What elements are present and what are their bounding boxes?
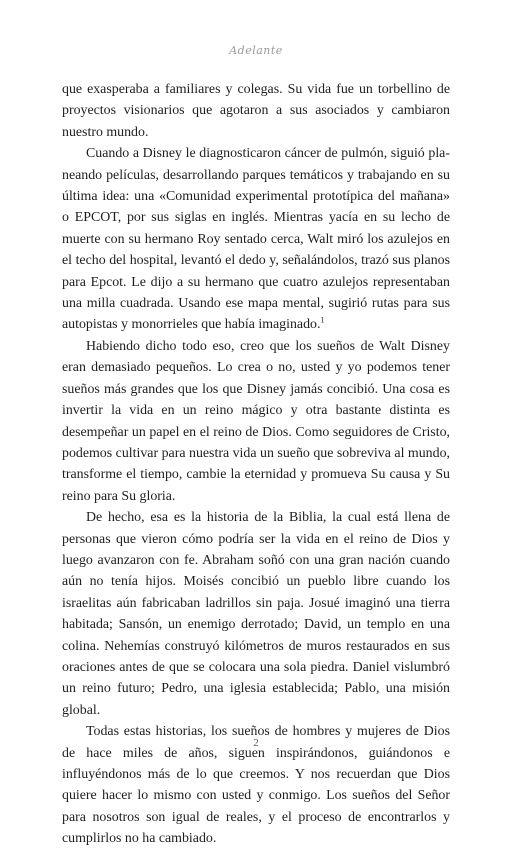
running-head: Adelante bbox=[229, 44, 283, 57]
paragraph: que exasperaba a familiares y colegas. Su vida fue un torbellino de proyectos visionarios que agotaron a sus asociados y cambiaron nuestro mundo. bbox=[62, 82, 450, 140]
body-text bbox=[62, 79, 450, 850]
paragraph: Todas estas historias, los sueños de hombres y mujeres de Dios de hace miles de años, siguen inspirándonos, guiándonos e influyéndonos más de lo que creemos. Y nos recuerdan que Dios quiere hacer lo mismo con usted y conmigo. Los sueños del Señor para nosotros son igual de reales, y el proceso de encontrarlos y cumplirlos no ha cambiado. bbox=[62, 724, 450, 847]
footnote-marker: 1 bbox=[320, 315, 325, 325]
paragraph bbox=[62, 143, 450, 336]
paragraph: De hecho, esa es la historia de la Biblia, la cual está llena de personas que vieron cómo podría ser la vida en el reino de Dios y luego avanzaron con fe. Abraham soñó con una gran nación cuando aún no tenía hijos. Moisés concibió un pueblo libre cuando los israelitas aún fabricaban ladrillos sin paja. Josué imaginó una tierra habitada; Sansón, un enemigo derrotado; David, un templo en una colina. Nehemías construyó kilómetros de muros restaurados en sus oraciones antes de que se colocara una sola piedra. Daniel vislumbró un reino futuro; Pedro, una iglesia establecida; Pablo, una misión global. bbox=[62, 510, 450, 718]
paragraph: Habiendo dicho todo eso, creo que los sueños de Walt Disney eran demasiado pequeños. Lo crea o no, usted y yo podemos tener sueños más grandes que los que Disney jamás concibió. Una cosa es invertir la vida en un reino mágico y otra bastante distinta es desempeñar un papel en el reino de Dios. Como seguidores de Cristo, podemos cultivar para nuestra vida un sueño que sobreviva al mundo, transforme el tiempo, cambie la eternidad y promueva Su causa y Su reino para Su gloria. bbox=[62, 338, 450, 504]
paragraph-text: Cuando a Disney le diagnosticaron cáncer de pulmón, siguió planeando películas, desarrollando parques temáticos y trabajando en su última idea: una «Comunidad experimental prototípica del mañana» o EPCOT, por sus siglas en inglés. Mientras yacía en su lecho de muerte con su hermano Roy sentado cerca, Walt miró los azulejos en el techo del hospital, levantó el dedo y, señalándolos, trazó sus planos para Epcot. Le dijo a su hermano que cuatro azulejos representaban una milla cuadrada. Usando ese mapa mental, sugirió rutas para sus autopistas y monorrieles que había imaginado. bbox=[62, 146, 450, 333]
page-number: 2 bbox=[253, 737, 259, 749]
